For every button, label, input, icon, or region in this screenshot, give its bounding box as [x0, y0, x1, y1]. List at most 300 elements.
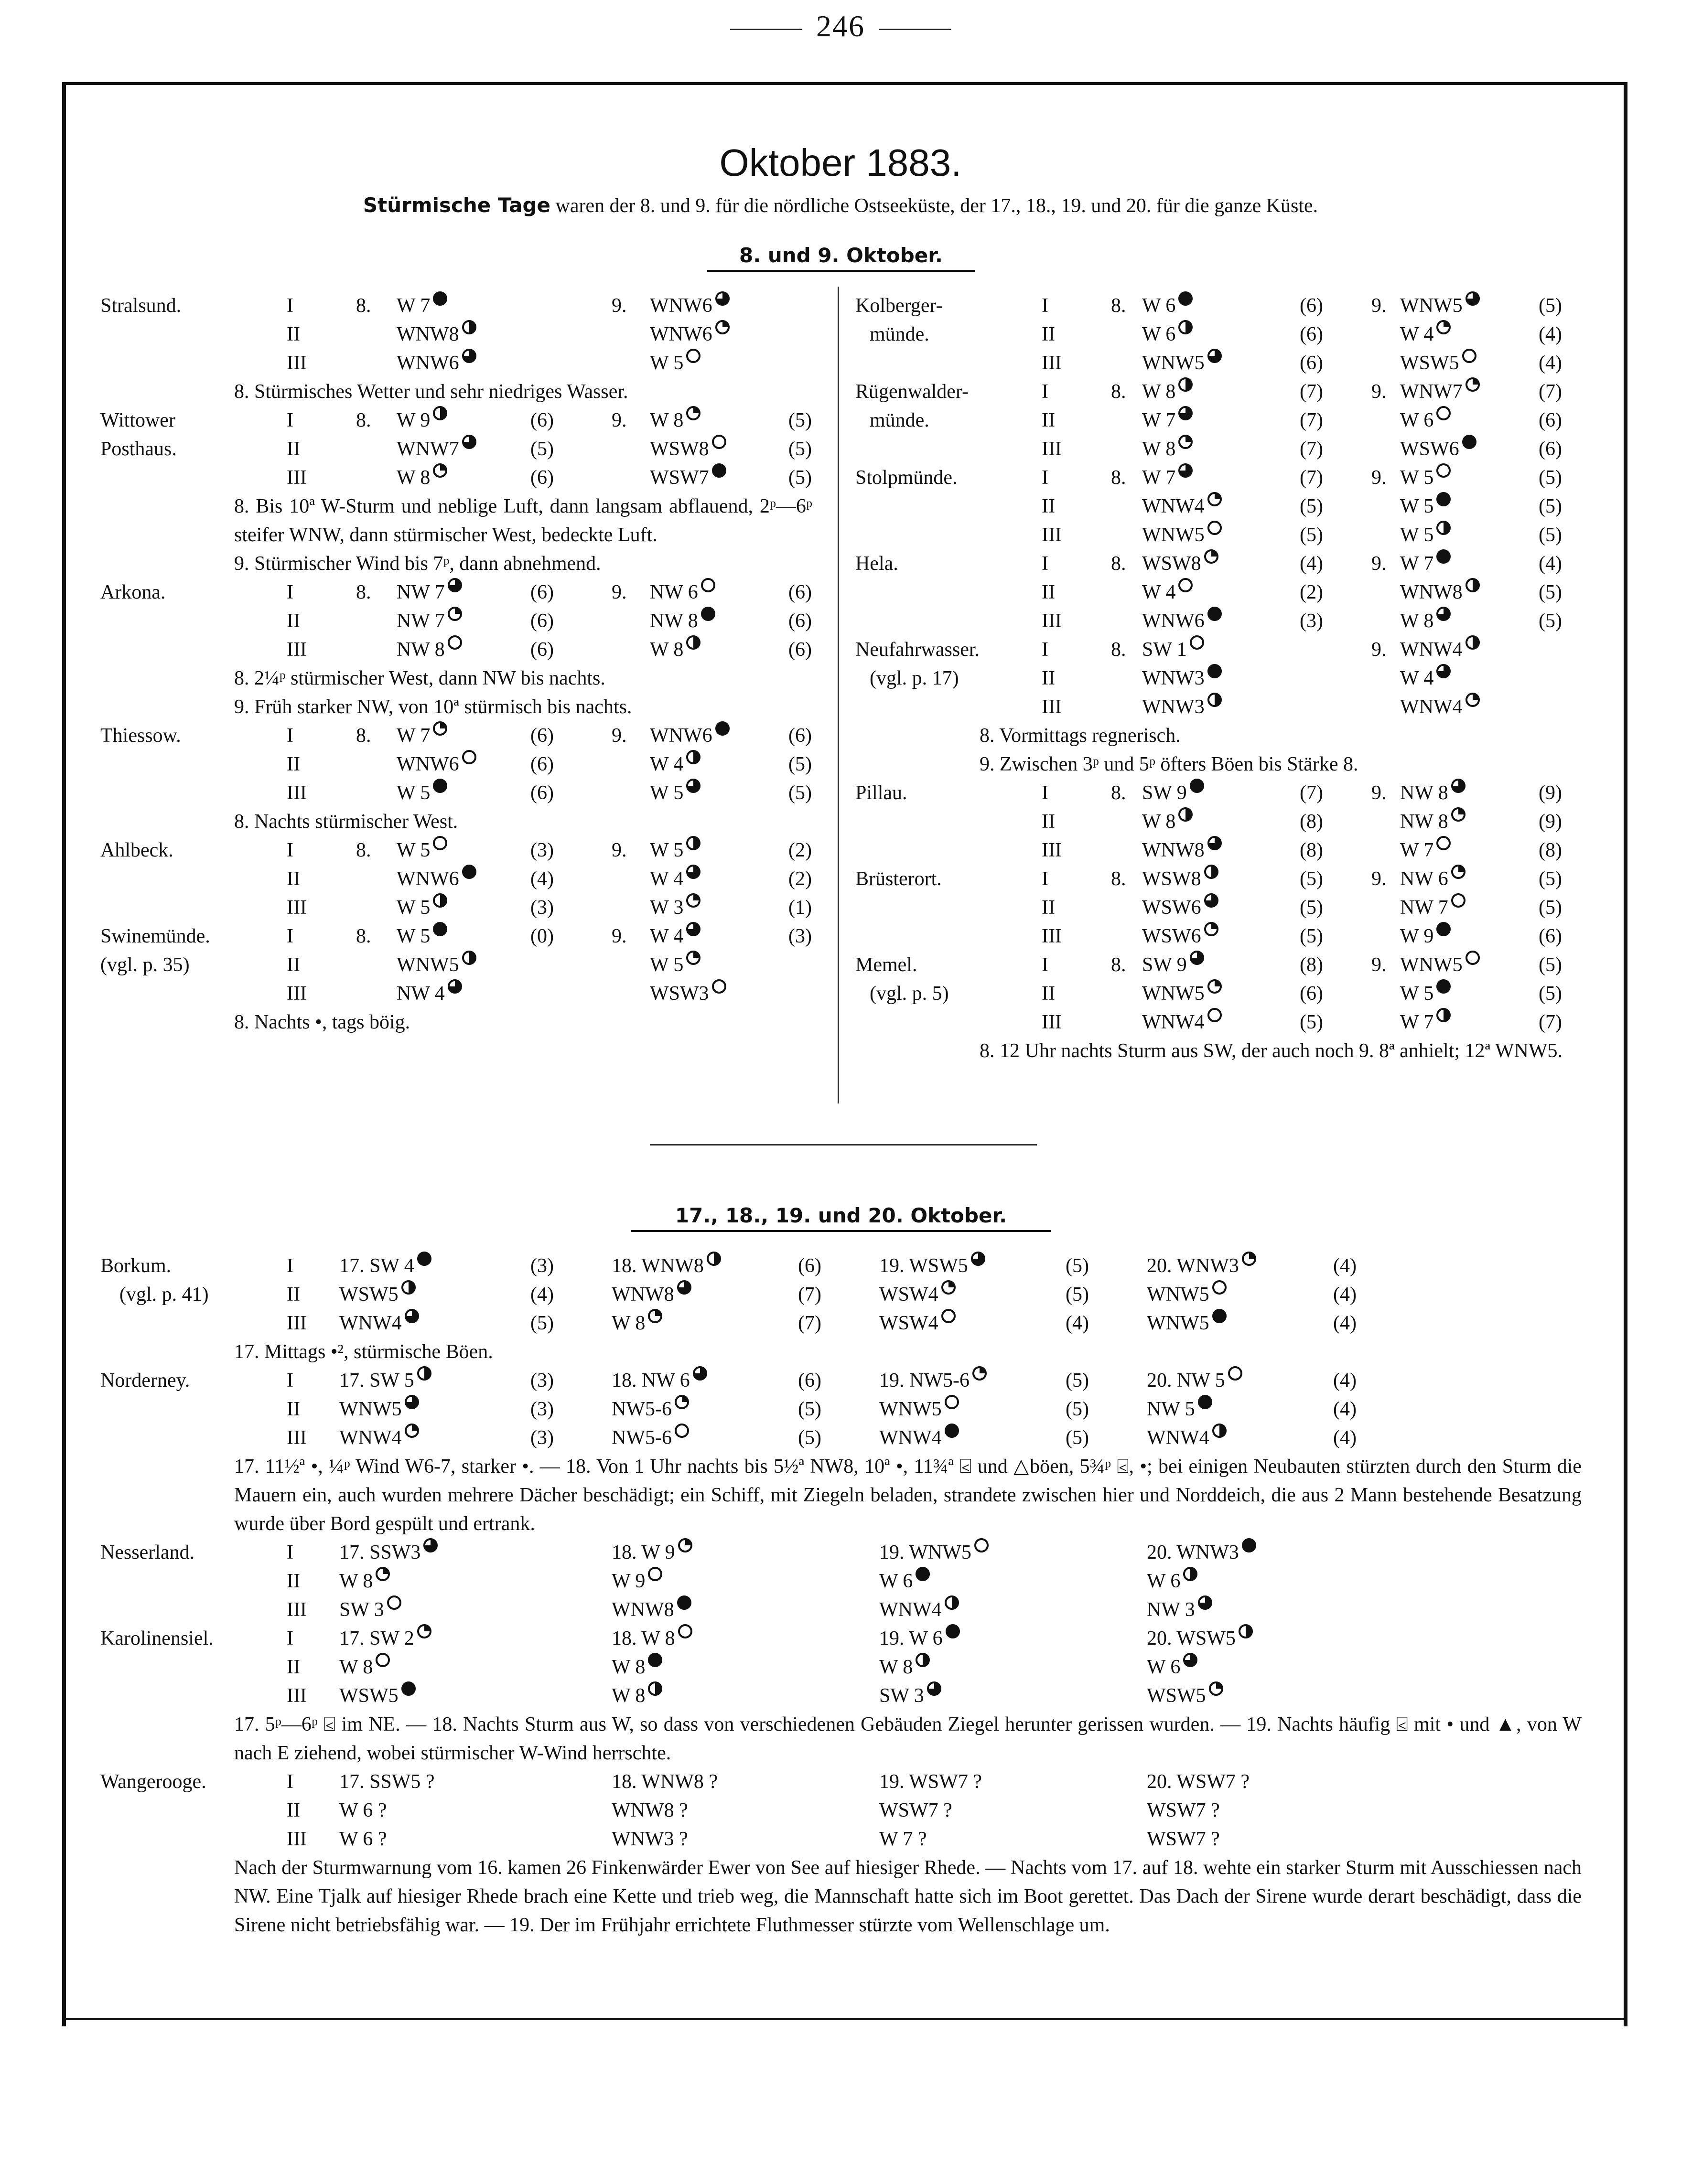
cloud-cover-icon: [701, 607, 715, 621]
section1-left-column: [100, 291, 812, 1037]
station-row: [100, 349, 812, 377]
wind-value: 17. SSW5 ?: [339, 1771, 435, 1793]
station-row: [100, 1424, 1582, 1452]
section2-body: [100, 1252, 1582, 1939]
cloud-cover-icon: [1204, 549, 1218, 564]
wind-value: WNW5: [1400, 951, 1463, 979]
sea-state: (4): [1066, 1312, 1089, 1334]
cloud-cover-icon: [712, 435, 726, 449]
sea-state: (7): [1300, 438, 1323, 460]
station-row: [855, 377, 1577, 406]
intro-line: [0, 193, 1681, 217]
sea-state: (7): [1300, 467, 1323, 489]
wind-value: WSW6: [1142, 922, 1201, 951]
term-label: II: [287, 753, 300, 775]
sea-state: (2): [788, 868, 812, 890]
sea-state: (6): [788, 610, 812, 632]
cloud-cover-icon: [686, 750, 700, 764]
wind-value: 17. SSW3: [339, 1538, 420, 1567]
sea-state: (5): [1539, 954, 1562, 976]
sea-state: (6): [530, 610, 554, 632]
cloud-cover-icon: [1451, 779, 1465, 793]
cloud-cover-icon: [1207, 521, 1222, 535]
sea-state: (7): [1300, 409, 1323, 431]
station-note: 9. Zwischen 3ᵖ und 5ᵖ öfters Böen bis Stärke 8.: [980, 753, 1358, 775]
station-row: [100, 1366, 1582, 1395]
cloud-cover-icon: [1436, 463, 1451, 478]
wind-value: W 5: [397, 836, 430, 865]
sea-state: (4): [1333, 1398, 1357, 1420]
cloud-cover-icon: [1183, 1567, 1197, 1581]
wind-value: WNW4: [1142, 1008, 1205, 1037]
wind-value: WNW4: [879, 1424, 942, 1452]
sea-state: (5): [530, 1312, 554, 1334]
station-row: [100, 865, 812, 893]
wind-value: 20. WNW3: [1147, 1538, 1239, 1567]
term-label: I: [287, 1370, 293, 1392]
station-name: Neufahrwasser.: [855, 639, 980, 661]
station-name-sub: (vgl. p. 17): [870, 667, 959, 689]
cloud-cover-icon: [686, 836, 700, 850]
sea-state: (6): [798, 1255, 821, 1277]
wind-value: W 4: [650, 750, 683, 779]
sea-state: (5): [1300, 495, 1323, 517]
sea-state: (6): [1300, 352, 1323, 374]
cloud-cover-icon: [712, 463, 726, 478]
station-row: [100, 1624, 1582, 1653]
station-name: Kolberger-: [855, 295, 943, 317]
station-note: 8. Bis 10ª W-Sturm und neblige Luft, dann langsam abflauend, 2ᵖ—6ᵖ steifer WNW, dann stürmischer West, bedeckte Luft.: [234, 495, 812, 546]
term-label: III: [1042, 610, 1062, 632]
station-name: Wangerooge.: [100, 1771, 206, 1793]
station-row: [855, 635, 1577, 664]
cloud-cover-icon: [1436, 549, 1451, 564]
term-label: III: [287, 1685, 307, 1707]
wind-value: 19. WSW5: [879, 1252, 968, 1280]
cloud-cover-icon: [1436, 492, 1451, 506]
sea-state: (8): [1300, 811, 1323, 833]
wind-value: NW 6: [1400, 865, 1448, 893]
wind-value: W 8: [339, 1567, 373, 1595]
sea-state: (5): [1539, 610, 1562, 632]
cloud-cover-icon: [945, 1395, 959, 1409]
wind-value: WNW4: [1142, 492, 1205, 521]
cloud-cover-icon: [675, 1424, 689, 1438]
station-row: [855, 951, 1577, 979]
cloud-cover-icon: [927, 1681, 941, 1696]
station-name-sub: münde.: [870, 409, 929, 431]
wind-value: WNW5: [339, 1395, 402, 1424]
cloud-cover-icon: [448, 578, 462, 592]
term-label: II: [287, 1656, 300, 1678]
wind-value: W 8: [612, 1681, 645, 1710]
sea-state: (6): [530, 725, 554, 747]
sea-state: (5): [1539, 295, 1562, 317]
wind-value: 18. WNW8: [612, 1252, 704, 1280]
sea-state: (4): [1539, 352, 1562, 374]
wind-value: 17. SW 5: [339, 1366, 414, 1395]
cloud-cover-icon: [401, 1280, 416, 1295]
sea-state: (6): [1539, 925, 1562, 947]
cloud-cover-icon: [1239, 1624, 1253, 1638]
wind-value: 20. WSW7 ?: [1147, 1771, 1250, 1793]
station-row: [100, 1595, 1582, 1624]
cloud-cover-icon: [433, 406, 447, 420]
term-label: III: [1042, 524, 1062, 546]
station-name: Nesserland.: [100, 1542, 195, 1563]
wind-value: 18. W 9: [612, 1538, 675, 1567]
wind-value: W 6: [1142, 320, 1175, 349]
sea-state: (6): [530, 782, 554, 804]
cloud-cover-icon: [974, 1538, 989, 1552]
cloud-cover-icon: [648, 1681, 662, 1696]
wind-value: WSW3: [650, 979, 709, 1008]
wind-value: WNW3: [1142, 693, 1205, 721]
term-label: I: [287, 925, 293, 947]
station-name: Wittower: [100, 409, 175, 431]
day-label: 8.: [1111, 868, 1126, 890]
sea-state: (6): [1539, 438, 1562, 460]
wind-value: W 7: [1142, 463, 1175, 492]
cloud-cover-icon: [715, 291, 730, 306]
wind-value: NW 7: [397, 578, 445, 607]
sea-state: (3): [530, 1370, 554, 1392]
sea-state: (5): [1066, 1427, 1089, 1449]
wind-value: W 6: [1400, 406, 1433, 435]
sea-state: (3): [530, 839, 554, 861]
station-row: [100, 1767, 1582, 1796]
day-label: 8.: [356, 409, 371, 431]
cloud-cover-icon: [1190, 635, 1204, 650]
cloud-cover-icon: [1190, 951, 1204, 965]
station-row: [855, 320, 1577, 349]
section1-heading: 8. und 9. Oktober.: [707, 244, 975, 272]
term-label: III: [1042, 696, 1062, 718]
sea-state: (6): [788, 581, 812, 603]
sea-state: (8): [1300, 954, 1323, 976]
wind-value: 20. NW 5: [1147, 1366, 1225, 1395]
sea-state: (6): [530, 753, 554, 775]
sea-state: (3): [530, 1398, 554, 1420]
wind-value: W 8: [1142, 435, 1175, 463]
wind-value: WNW6: [1142, 607, 1205, 635]
station-row: [855, 1008, 1577, 1037]
wind-value: W 8: [612, 1309, 645, 1338]
sea-state: (4): [1333, 1427, 1357, 1449]
sea-state: (3): [1300, 610, 1323, 632]
cloud-cover-icon: [1436, 664, 1451, 678]
cloud-cover-icon: [1451, 807, 1465, 822]
cloud-cover-icon: [707, 1252, 721, 1266]
station-row: [855, 291, 1577, 320]
cloud-cover-icon: [405, 1424, 419, 1438]
sea-state: (5): [788, 753, 812, 775]
cloud-cover-icon: [677, 1280, 691, 1295]
sea-state: (8): [1539, 839, 1562, 861]
station-name-sub: (vgl. p. 41): [119, 1284, 209, 1306]
station-row: [855, 664, 1577, 693]
wind-value: W 8: [650, 406, 683, 435]
wind-value: W 8: [1142, 807, 1175, 836]
day-label: 9.: [1371, 782, 1387, 804]
wind-value: WNW8: [612, 1280, 674, 1309]
sea-state: (5): [1300, 925, 1323, 947]
wind-value: W 8: [1142, 377, 1175, 406]
wind-value: WNW8: [1142, 836, 1205, 865]
column-divider: [838, 287, 839, 1103]
cloud-cover-icon: [1178, 291, 1193, 306]
sea-state: (7): [798, 1312, 821, 1334]
cloud-cover-icon: [675, 1395, 689, 1409]
wind-value: WNW8: [397, 320, 459, 349]
wind-value: NW 4: [397, 979, 445, 1008]
cloud-cover-icon: [462, 865, 476, 879]
wind-value: W 5: [650, 349, 683, 377]
wind-value: WNW3 ?: [612, 1828, 688, 1850]
cloud-cover-icon: [686, 951, 700, 965]
term-label: III: [1042, 1011, 1062, 1033]
wind-value: WNW4: [1400, 693, 1463, 721]
sea-state: (5): [788, 409, 812, 431]
cloud-cover-icon: [1204, 922, 1218, 936]
term-label: II: [287, 1398, 300, 1420]
station-note: 9. Stürmischer Wind bis 7ᵖ, dann abnehmend.: [234, 553, 601, 575]
station-name: Stolpmünde.: [855, 467, 958, 489]
wind-value: W 4: [650, 922, 683, 951]
term-label: I: [1042, 295, 1048, 317]
station-name: Stralsund.: [100, 295, 182, 317]
wind-value: NW 7: [397, 607, 445, 635]
wind-value: WNW6: [397, 865, 459, 893]
sea-state: (3): [788, 925, 812, 947]
wind-value: SW 9: [1142, 951, 1187, 979]
cloud-cover-icon: [1204, 893, 1218, 908]
wind-value: W 4: [650, 865, 683, 893]
cloud-cover-icon: [945, 1424, 959, 1438]
wind-value: 19. NW5-6: [879, 1366, 970, 1395]
wind-value: W 5: [397, 893, 430, 922]
station-row: [855, 549, 1577, 578]
station-row: [100, 635, 812, 664]
station-row: [855, 779, 1577, 807]
wind-value: WSW6: [1142, 893, 1201, 922]
wind-value: SW 1: [1142, 635, 1187, 664]
sea-state: (4): [1333, 1370, 1357, 1392]
wind-value: WSW7 ?: [1147, 1828, 1220, 1850]
wind-value: WNW6: [650, 320, 712, 349]
term-label: III: [287, 467, 307, 489]
wind-value: NW 8: [1400, 807, 1448, 836]
sea-state: (5): [1300, 524, 1323, 546]
cloud-cover-icon: [1465, 291, 1480, 306]
wind-value: NW 8: [397, 635, 445, 664]
wind-value: WNW5: [397, 951, 459, 979]
day-label: 8.: [1111, 295, 1126, 317]
station-note: 8. Stürmisches Wetter und sehr niedriges Wasser.: [234, 381, 628, 403]
station-note: 8. Nachts •, tags böig.: [234, 1011, 410, 1033]
day-label: 9.: [1371, 295, 1387, 317]
station-name: Arkona.: [100, 581, 166, 603]
cloud-cover-icon: [1451, 893, 1465, 908]
cloud-cover-icon: [433, 463, 447, 478]
wind-value: WNW7: [1400, 377, 1463, 406]
wind-value: WNW5: [1147, 1309, 1209, 1338]
station-row: [100, 435, 812, 463]
sea-state: (6): [530, 581, 554, 603]
wind-value: WSW6: [1400, 435, 1459, 463]
cloud-cover-icon: [1465, 578, 1480, 592]
cloud-cover-icon: [916, 1653, 930, 1667]
term-label: I: [287, 839, 293, 861]
wind-value: WNW7: [397, 435, 459, 463]
term-label: II: [1042, 897, 1055, 919]
cloud-cover-icon: [376, 1653, 390, 1667]
cloud-cover-icon: [712, 979, 726, 994]
sea-state: (6): [530, 639, 554, 661]
station-row: [855, 807, 1577, 836]
day-label: 9.: [612, 839, 627, 861]
sea-state: (5): [1300, 897, 1323, 919]
term-label: I: [287, 1542, 293, 1563]
day-label: 9.: [1371, 954, 1387, 976]
station-note: 8. Nachts stürmischer West.: [234, 811, 458, 833]
wind-value: NW 8: [1400, 779, 1448, 807]
cloud-cover-icon: [715, 721, 730, 736]
sea-state: (6): [1539, 409, 1562, 431]
day-label: 8.: [1111, 782, 1126, 804]
sea-state: (2): [1300, 581, 1323, 603]
cloud-cover-icon: [1436, 922, 1451, 936]
wind-value: WSW8: [1142, 865, 1201, 893]
cloud-cover-icon: [1228, 1366, 1242, 1381]
cloud-cover-icon: [1465, 693, 1480, 707]
cloud-cover-icon: [1436, 320, 1451, 334]
wind-value: 19. W 6: [879, 1624, 943, 1653]
wind-value: NW 5: [1147, 1395, 1195, 1424]
station-row: [100, 1280, 1582, 1309]
wind-value: W 6 ?: [339, 1799, 387, 1821]
cloud-cover-icon: [433, 291, 447, 306]
cloud-cover-icon: [648, 1309, 662, 1323]
wind-value: W 6: [1142, 291, 1175, 320]
cloud-cover-icon: [1207, 349, 1222, 363]
station-name-sub: (vgl. p. 5): [870, 983, 949, 1005]
wind-value: W 8: [1400, 607, 1433, 635]
day-label: 9.: [612, 581, 627, 603]
cloud-cover-icon: [1207, 664, 1222, 678]
day-label: 8.: [356, 725, 371, 747]
sea-state: (4): [530, 1284, 554, 1306]
term-label: II: [287, 1570, 300, 1592]
wind-value: WNW3: [1142, 664, 1205, 693]
term-label: I: [1042, 639, 1048, 661]
station-row: [855, 836, 1577, 865]
station-row: [100, 1252, 1582, 1280]
sea-state: (6): [530, 467, 554, 489]
cloud-cover-icon: [686, 779, 700, 793]
cloud-cover-icon: [1178, 320, 1193, 334]
wind-value: W 7: [397, 721, 430, 750]
wind-value: WNW5: [1400, 291, 1463, 320]
wind-value: W 5: [1400, 492, 1433, 521]
station-row: [100, 1653, 1582, 1681]
station-row: [100, 750, 812, 779]
section1-heading-wrap: [707, 244, 975, 272]
wind-value: WNW5: [1142, 979, 1205, 1008]
wind-value: WNW8 ?: [612, 1799, 688, 1821]
cloud-cover-icon: [462, 435, 476, 449]
cloud-cover-icon: [1465, 951, 1480, 965]
cloud-cover-icon: [1465, 635, 1480, 650]
station-note: 17. 5ᵖ—6ᵖ ⍃ im NE. — 18. Nachts Sturm aus W, so dass von verschiedenen Gebäuden Ziegel herunter gerissen wurden. — 19. Nachts häufig ⍃ mit • und ▲, von W nach E ziehend, wobei stürmischer W-Wind herrschte.: [234, 1713, 1582, 1764]
wind-value: W 9: [612, 1567, 645, 1595]
day-label: 8.: [356, 581, 371, 603]
term-label: III: [287, 1599, 307, 1621]
cloud-cover-icon: [648, 1653, 662, 1667]
day-label: 9.: [1371, 381, 1387, 403]
cloud-cover-icon: [648, 1567, 662, 1581]
wind-value: W 7: [1400, 549, 1433, 578]
cloud-cover-icon: [1178, 807, 1193, 822]
term-label: I: [287, 1627, 293, 1649]
sea-state: (6): [1300, 295, 1323, 317]
wind-value: W 6: [879, 1567, 913, 1595]
sea-state: (4): [1333, 1284, 1357, 1306]
term-label: I: [1042, 381, 1048, 403]
station-row: [100, 406, 812, 435]
station-name: Thiessow.: [100, 725, 181, 747]
term-label: II: [287, 868, 300, 890]
wind-value: W 9: [1400, 922, 1433, 951]
term-label: II: [1042, 667, 1055, 689]
station-name: Brüsterort.: [855, 868, 942, 890]
station-row: [100, 893, 812, 922]
wind-value: SW 3: [339, 1595, 384, 1624]
sea-state: (5): [1066, 1398, 1089, 1420]
sea-state: (5): [1066, 1255, 1089, 1277]
cloud-cover-icon: [1465, 377, 1480, 392]
sea-state: (6): [788, 639, 812, 661]
wind-value: WNW6: [650, 721, 712, 750]
station-note: Nach der Sturmwarnung vom 16. kamen 26 Finkenwärder Ewer von See auf hiesiger Rhede. — Nachts vom 17. auf 18. wehte ein starker Sturm mit Ausschiessen nach NW. Eine Tjalk auf hiesiger Rhede brach eine Kette und trieb weg, die Mannschaft hatte sich im Boot gerettet. Das Dach der Sirene wurde derart beschädigt, dass die Sirene nicht betriebsfähig war. — 19. Der im Frühjahr errichtete Fluthmesser stürzte vom Wellenschlage um.: [234, 1857, 1582, 1936]
wind-value: 19. WSW7 ?: [879, 1771, 982, 1793]
cloud-cover-icon: [686, 865, 700, 879]
wind-value: WNW4: [1147, 1424, 1209, 1452]
wind-value: NW 3: [1147, 1595, 1195, 1624]
cloud-cover-icon: [686, 922, 700, 936]
wind-value: NW 6: [650, 578, 698, 607]
sea-state: (5): [788, 438, 812, 460]
station-row: [100, 1309, 1582, 1338]
sea-state: (3): [530, 1255, 554, 1277]
term-label: III: [287, 983, 307, 1005]
cloud-cover-icon: [387, 1595, 401, 1610]
cloud-cover-icon: [1212, 1280, 1227, 1295]
station-row: [855, 521, 1577, 549]
term-label: II: [287, 1284, 300, 1306]
station-row: [100, 1825, 1582, 1853]
cloud-cover-icon: [1183, 1653, 1197, 1667]
wind-value: WNW5: [1147, 1280, 1209, 1309]
term-label: II: [287, 438, 300, 460]
station-name: Pillau.: [855, 782, 907, 804]
wind-value: 20. WSW5: [1147, 1624, 1236, 1653]
term-label: II: [1042, 323, 1055, 345]
day-label: 9.: [1371, 467, 1387, 489]
wind-value: WSW8: [1142, 549, 1201, 578]
wind-value: WSW4: [879, 1280, 938, 1309]
station-row: [100, 951, 812, 979]
